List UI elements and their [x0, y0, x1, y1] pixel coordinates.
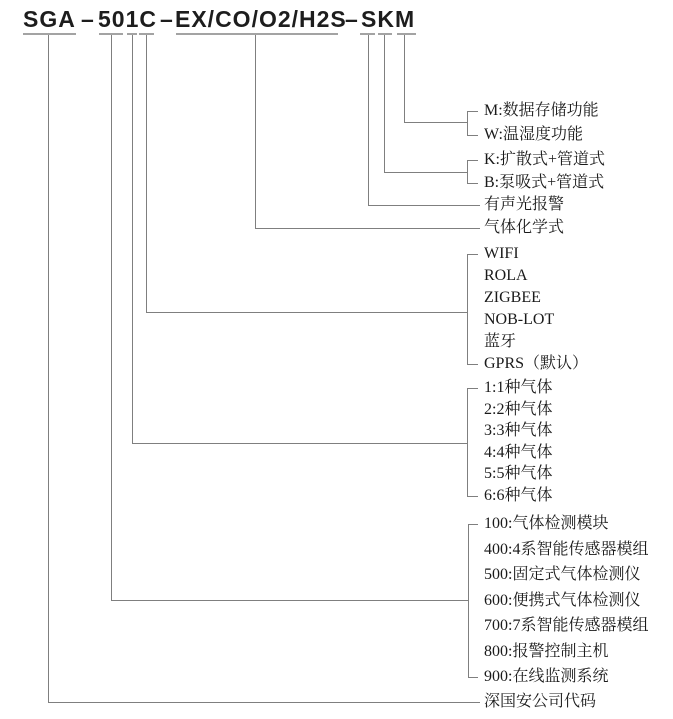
list-item: 100:气体检测模块 [484, 515, 609, 532]
bracket-gas-count [467, 388, 468, 496]
list-item: 400:4系智能传感器模组 [484, 540, 649, 558]
hline-alarm [368, 205, 480, 206]
storage-options-list [484, 99, 599, 147]
list-item: 3:3种气体 [484, 422, 553, 440]
model-gas-formula-segment: EX/CO/O2/H2S [175, 6, 347, 32]
company-code-label: 深国安公司代码 [484, 693, 597, 710]
list-item: 700:7系智能传感器模组 [484, 617, 649, 634]
hline-series [111, 600, 468, 601]
bracket-comm-bottom [467, 364, 478, 365]
model-company-segment: SGA [23, 6, 76, 32]
vline-alarm [368, 35, 369, 205]
model-series-segment: 501C [98, 6, 157, 32]
bracket-comm-top [467, 254, 478, 255]
hline-storage [404, 122, 467, 123]
vline-storage [404, 35, 405, 122]
hline-gas-formula [255, 228, 480, 229]
bracket-series [468, 524, 469, 677]
gas-count-options-list [484, 377, 552, 507]
list-item: M:数据存储功能 [484, 102, 599, 119]
underline-storage-m [397, 33, 416, 35]
hline-comm [146, 312, 467, 313]
bracket-storage-top [467, 111, 478, 112]
model-separator: – [345, 6, 359, 32]
list-item: 6:6种气体 [484, 486, 553, 504]
alarm-label: 有声光报警 [484, 196, 565, 213]
underline-sampling-k [378, 33, 392, 35]
model-separator: – [81, 6, 95, 32]
list-item: K:扩散式+管道式 [484, 151, 606, 168]
series-options-list [484, 511, 648, 690]
vline-company [48, 35, 49, 702]
list-item: 1:1种气体 [484, 379, 553, 396]
bracket-sampling-top [467, 160, 478, 161]
list-item: W:温湿度功能 [484, 126, 583, 143]
sampling-options-list [484, 148, 605, 194]
vline-sampling [384, 35, 385, 172]
vline-gas-count [132, 35, 133, 443]
model-options-segment: SKM [361, 6, 416, 32]
bracket-gas-count-top [467, 388, 478, 389]
list-item: 2:2种气体 [484, 400, 553, 418]
list-item: ROLA [484, 267, 528, 284]
list-item: 900:在线监测系统 [484, 668, 609, 685]
bracket-sampling-bottom [467, 183, 478, 184]
list-item: GPRS（默认） [484, 355, 589, 372]
vline-series [111, 35, 112, 600]
comm-options-list [484, 243, 588, 375]
underline-gas-formula [176, 33, 338, 35]
list-item: NOB-LOT [484, 311, 555, 328]
bracket-sampling [467, 160, 468, 183]
list-item: 800:报警控制主机 [484, 642, 609, 660]
list-item: 500:固定式气体检测仪 [484, 566, 641, 583]
list-item: B:泵吸式+管道式 [484, 174, 605, 191]
bracket-series-top [468, 524, 478, 525]
hline-sampling [384, 172, 467, 173]
list-item: WIFI [484, 245, 519, 262]
bracket-storage-bottom [467, 135, 478, 136]
hline-gas-count [132, 443, 467, 444]
bracket-comm [467, 254, 468, 364]
list-item: 4:4种气体 [484, 443, 553, 461]
list-item: 蓝牙 [484, 333, 517, 350]
vline-gas-formula [255, 35, 256, 228]
bracket-series-bottom [468, 677, 478, 678]
hline-company [48, 702, 480, 703]
gas-chemical-label: 气体化学式 [484, 219, 565, 236]
bracket-storage [467, 111, 468, 135]
underline-company [23, 33, 76, 35]
list-item: ZIGBEE [484, 289, 541, 306]
vline-comm [146, 35, 147, 312]
bracket-gas-count-bottom [467, 496, 478, 497]
list-item: 600:便携式气体检测仪 [484, 591, 641, 609]
list-item: 5:5种气体 [484, 465, 553, 483]
model-separator: – [160, 6, 174, 32]
